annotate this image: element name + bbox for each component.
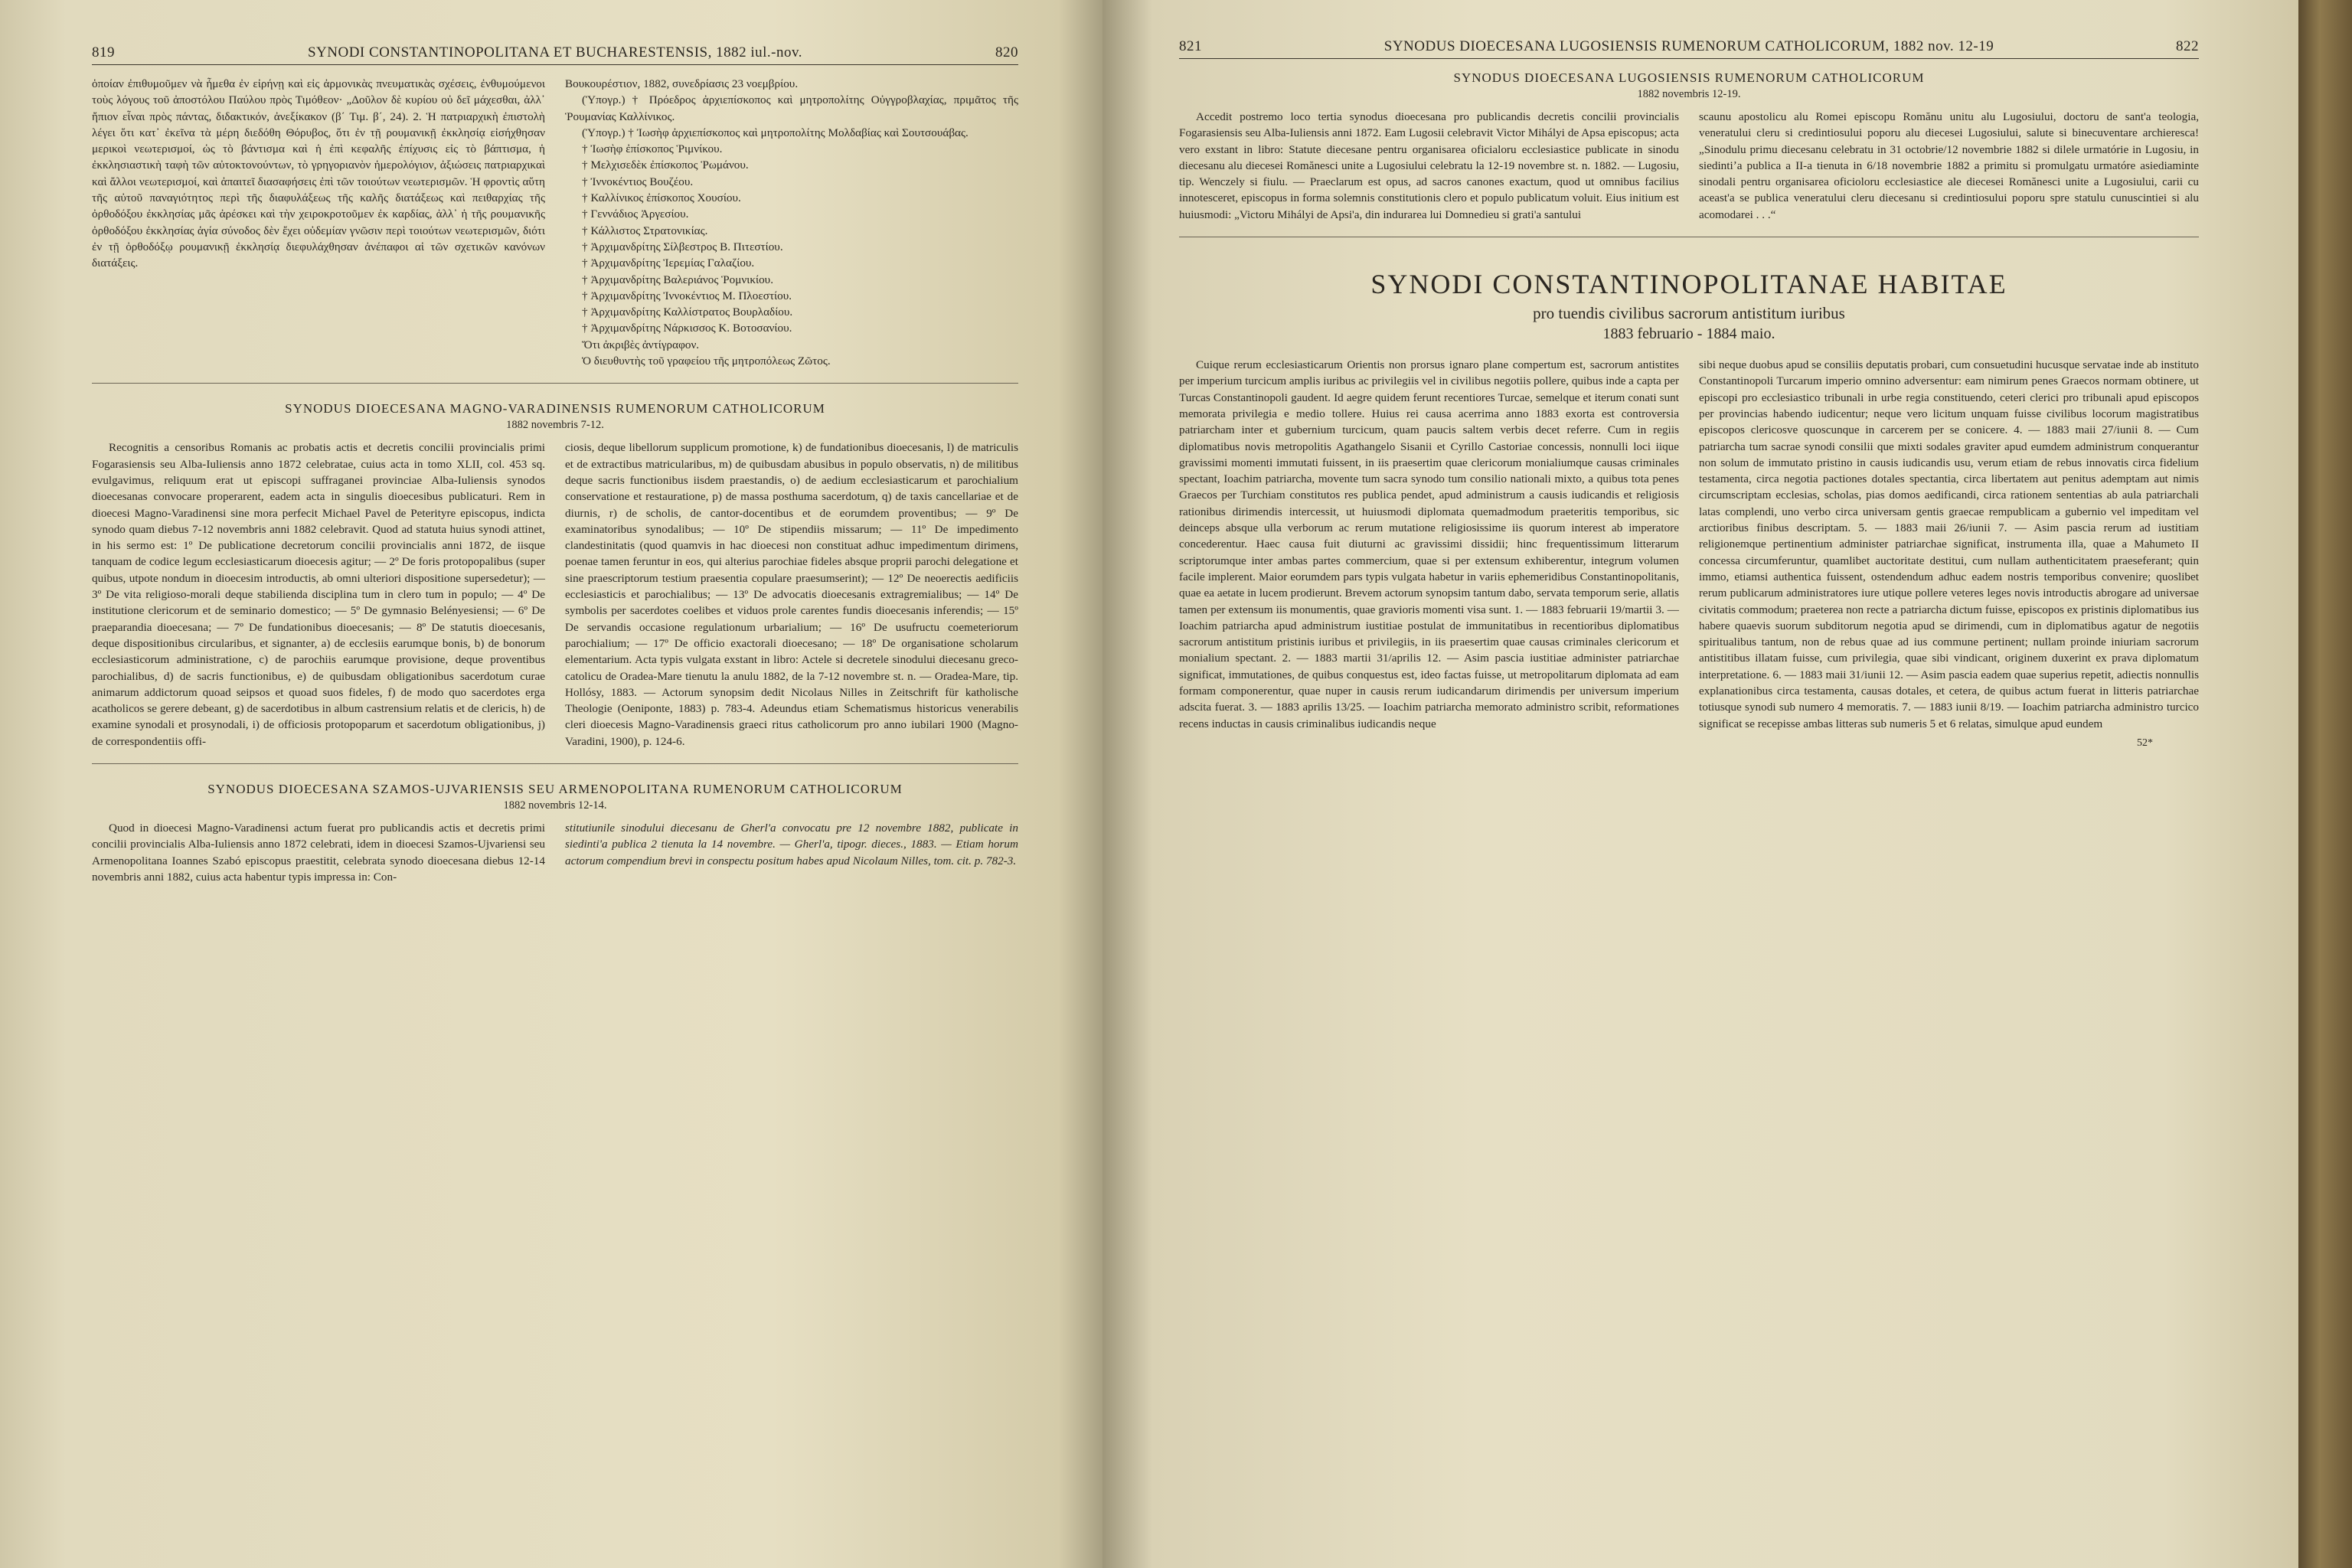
main-subtitle: pro tuendis civilibus sacrorum antistitum iuribus (1533, 304, 1845, 323)
section-date: 1882 novembris 12-14. (503, 799, 607, 812)
paragraph: Recognitis a censoribus Romanis ac probatis actis et decretis concilii provincialis primi Fogarasiensis seu Alba-Iuliensis anno 1872 celebratae, cuius acta in tomo XLII, col. 453 sq. evulgavimus, reliquum erat ut episcopi suffraganei provinciae Alba-Iuliensis synodos dioecesanas convocare properarent, eadem acta in singulis dioecesibus publicaturi. Rem in dioecesi Magno-Varadinensi sine mora perfecit Michael Pavel de Peterityre episcopus, indicta synodo quam diebus 7-12 novembris anni 1882 celebravit. Quod ad statuta huius synodi attinet, in his sermo est: 1º De publicatione decretorum concilii provincialis anni 1872, de iisque tanquam de codice legum ecclesiasticarum dioecesis agitur; — 2º De foris protopopalibus (super quibus, utpote nondum in dioecesim introductis, ab omni ulteriori dispositione supersedetur); — 3º De vita religioso-morali deque stabilienda disciplina tum in clero tum in populo; — 4º De institutione clericorum et de seminario domestico; — 5º De gymnasio Belényesiensi; — 6º De praeparandia dioecesana; — 7º De fundationibus dioecesanis; — 8º De statutis dioecesanis, deque dispositionibus circularibus, et signanter, a) de ecclesiis earumque bonis, b) de bonorum ecclesiasticorum administratione, c) de parochiis earumque provisione, deque proventibus parochialibus, d) de sacris functionibus, e) de quibusdam obligationibus sacerdotum curae animarum addictorum quoad seipsos et quoad suos fideles, f) de modo quo sacerdotes erga acatholicos se gerere debeant, g) de sacerdotibus in album castrensium relatis et de clericis, h) de examine synodali et prosynodali, i) de officiosis protopoparum et sacerdotum obligationibus, j) de correspondentiis offi- (92, 441, 545, 748)
left-page (0, 0, 1102, 1568)
szamos-ujvariensis-text (92, 820, 1018, 885)
left-header-title: SYNODI CONSTANTINOPOLITANA ET BUCHARESTENSIS, 1882 iul.-nov. (307, 44, 803, 60)
greek-paragraph: ὁποίαν ἐπιθυμοῦμεν νὰ ἦμεθα ἐν εἰρήνῃ καὶ εἰς ἀρμονικὰς πνευματικὰς σχέσεις, ἐνθυμούμενοι τοὺς λόγους τοῦ ἀποστόλου Παύλου πρὸς Τιμόθεον· „Δοῦλον δὲ κυρίου οὐ δεῖ μάχεσθαι, ἀλλ᾽ ἤπιον εἶναι πρὸς πάντας, διδακτικόν, ἀνεξίκακον (β΄ Τιμ. β΄, 24). 2. Ἡ πατριαρχικὴ ἐπιστολὴ λέγει ὅτι κατ᾽ ἐκεῖνα τὰ μέρη διεδόθη Θόρυβος, ὅτι ἐν τῇ ρουμανικῇ ἐκκλησίᾳ εἰσήχθησαν μερικοὶ νεωτερισμοί, ὡς τὸ βάντισμα καὶ ἡ ἐπὶ κεφαλῆς ἐπίχυσις εἰς τὸ βάπτισμα, ἡ ἐκκλησιαστικὴ ταφὴ τῶν αὐτοκτονούντων, τὸ γρηγοριανὸν ἡμερολόγιον, ἀξιώσεις πατριαρχικαὶ καὶ ἄλλοι νεωτερισμοί, καὶ ἀπαιτεῖ διασαφήσεις ἐπὶ τῶν τοιούτων νεωτερισμῶν. Ἡ φροντὶς αὕτη τῆς αὐτοῦ παναγιότητος περὶ τῆς διαφυλάξεως τῆς καλῆς διατάξεως καὶ πειθαρχίας τῆς ὀρθοδόξου ἐκκλησίας μᾶς ἀρέσκει καὶ τὴν χειροκροτοῦμεν ἐκ καρδίας, ἀλλ᾽ ἡ τῆς ρουμανικῆς ὀρθοδόξου ἐκκλησίας ἁγία σύνοδος δὲν ἔχει οὐδεμίαν γνῶσιν περὶ τοιούτων νεωτερισμῶν, διότι ἐν τῇ ὀρθοδόξῳ ρουμανικῇ ἐκκλησίᾳ διεφυλάχθησαν ἀνέπαφοι αἱ τῶν σχετικῶν κανόνων διατάξεις. (92, 77, 545, 270)
page-number-821: 821 (1179, 38, 1202, 54)
text-column-1 (92, 820, 545, 885)
greek-signature: † Ἰωσὴφ ἐπίσκοπος Ῥιμνίκου. (582, 142, 723, 156)
greek-intro: Βουκουρέστιον, 1882, συνεδρίασις 23 νοεμβρίου. (565, 77, 799, 90)
page-number-822: 822 (2175, 38, 2199, 54)
magno-varadinensis-text (92, 439, 1018, 750)
section-divider (92, 763, 1018, 764)
paragraph: scaunu apostolicu alu Romei episcopu Romănu unitu alu Lugosiului, doctoru de sant'a teologia, veneratului cleru si credintiosului poporu alu diecesei Lugosiului, salute si binecuventare archieresca! „Sinodulu primu diecesanu celebratu in 31 octobrie/12 novembrie 1882 si dilele urmatórie in Lugosiu, in siedintiʼa publica a II-a tienuta in 6/18 novembrie 1882 a primitu si promulgatu urmatóre asiediaminte sinodali pentru organisarea oficioloru ecclesiastice ale diecesei Romănesci unite a Lugosiului, carii cu aceast'a se publica veneratului cleru diecesanu si credintiosului poporu spre statulu cunuscintiei si alu acomodarei . . .“ (1699, 110, 2199, 221)
left-running-head (92, 44, 1018, 65)
text-column-1 (1179, 109, 1679, 223)
greek-signature: † Ἀρχιμανδρίτης Νάρκισσος Κ. Βοτοσανίου. (582, 322, 792, 335)
greek-signature: † Γεννάδιος Ἀργεσίου. (582, 207, 689, 221)
paragraph: Accedit postremo loco tertia synodus dioecesana pro publicandis decretis concilii provincialis Fogarasiensis seu Alba-Iuliensis anni 1872. Eam Lugosii celebravit Victor Mihályi de Apsa episcopus; acta vero exstant in libro: Statute diecesane pentru organisarea oficialoru ecclesiastice publicate in sinodu diecesanu alu diecesei Romănesci unite a Lugosiului celebratu la 12-19 novembre st. n. 1882. — Lugosiu, tip. Wenczely si fiulu. — Praeclarum est opus, ad sacros canones exactum, quod ut omnibus facilius innotesceret, episcopus in forma solemnis constitutionis clero et populo publicatum voluit. Eius initium est huiusmodi: „Victoru Mihályi de Apsi'a, din indurarea lui Domnedieu si grati'a santului (1179, 110, 1679, 221)
paragraph: ciosis, deque libellorum supplicum promotione, k) de fundationibus dioecesanis, l) de matriculis et de extractibus matricularibus, m) de quibusdam abusibus in populo observatis, n) de militibus deque sacris functionibus iisdem praestandis, o) de aedium ecclesiasticarum et parochialium conservatione et restauratione, p) de massa posthuma sacerdotum, q) de taxis cancellariae et de diurnis, r) de scholis, de cantor-docentibus et de eorumdem proventibus; — 9º De examinatoribus synodalibus; — 10º De stipendiis missarum; — 11º De impedimento clandestinitatis (quod quamvis in hac dioecesi non constituat adhuc impedimentum dirimens, poenae tamen feruntur in eos, qui alterius parochiae fideles absque proprii parochi delegatione et sine praescriptorum testium praesentia copulare praesumserint); — 12º De neoerectis aedificiis ecclesiasticis et parochialibus; — 13º De advocatis dioecesanis extragremialibus; — 14º De symbolis per sacerdotes coelibes et viduos prole carentes fundis dioecesanis inferendis; — 15º De servandis occasione regulationum urbarialium; — 16º De usufructu coemeteriorum parochialium; — 17º De officio exactorali dioecesano; — 18º De organisatione scholarum elementarium. Acta typis vulgata exstant in libro: Actele si decretele sinodului diecesanu greco-catolicu de Oradea-Mare tienutu la anulu 1882, de la 7-12 novembre st. n. — Oradea-Mare, tip. Hollósy, 1883. — Actorum synopsim dedit Nicolaus Nilles in Zeitschrift für katholische Theologie (Oeniponte, 1883) p. 783-4. Adeundus etiam Schematismus historicus venerabilis cleri dioecesis Magno-Varadinensis graeci ritus catholicorum pro anno iubilari 1900 (Magno-Varadini, 1900), p. 124-6. (565, 441, 1018, 748)
section-date: 1882 novembris 7-12. (506, 419, 604, 432)
greek-text-block (92, 76, 1018, 369)
right-header-title: SYNODUS DIOECESANA LUGOSIENSIS RUMENORUM CATHOLICORUM, 1882 nov. 12-19 (1383, 38, 1994, 54)
constantinopolitanae-text (1179, 357, 2199, 751)
text-column-2 (565, 820, 1018, 885)
greek-signature: † Ἀρχιμανδρίτης Καλλίστρατος Βουρλαδίου. (582, 305, 793, 319)
greek-signature: (Ὑπογρ.) † Ἰωσὴφ ἀρχιεπίσκοπος καὶ μητροπολίτης Μολδαβίας καὶ Σουτσουάβας. (582, 126, 969, 139)
text-column-2 (565, 439, 1018, 750)
right-page (1102, 0, 2352, 1568)
text-column-2 (1699, 357, 2199, 751)
section-title-szamos-ujvariensis: SYNODUS DIOECESANA SZAMOS-UJVARIENSIS SEU ARMENOPOLITANA RUMENORUM CATHOLICORUM (207, 781, 903, 796)
text-column-1 (92, 439, 545, 750)
greek-signature: † Καλλίνικος ἐπίσκοπος Χουσίου. (582, 191, 741, 205)
section-title-magno-varadinensis: SYNODUS DIOECESANA MAGNO-VARADINENSIS RUMENORUM CATHOLICORUM (285, 401, 825, 416)
greek-signature: † Ἀρχιμανδρίτης Σίλβεστρος Β. Πιτεστίου. (582, 240, 783, 253)
signature-mark: 52* (2137, 737, 2153, 749)
right-running-head (1179, 38, 2199, 59)
greek-signature: † Μελχισεδὲκ ἐπίσκοπος Ῥωμάνου. (582, 158, 749, 172)
greek-column-2 (565, 76, 1018, 369)
main-title: SYNODI CONSTANTINOPOLITANAE HABITAE (1370, 269, 2007, 300)
page-number-820: 820 (995, 44, 1018, 60)
page-number-819: 819 (92, 44, 115, 60)
section-date: 1882 novembris 12-19. (1637, 88, 1741, 100)
lugosiensis-text (1179, 109, 2199, 223)
greek-signature: Ὁ διευθυντὴς τοῦ γραφείου τῆς μητροπόλεως Ζῶτος. (582, 354, 831, 368)
paragraph: sibi neque duobus apud se consiliis deputatis probari, cum consuetudini hucusque servatae inde ab instituto Constantinopoli Turcarum imperio omnino adversentur: eam nimirum penes Graecos normam obtinere, ut episcopi pro ecclesiastico tribunali in urbe regia constituendo, ceteri clerici pro tribunali apud episcopos per provincias habendo iudicentur; neque vero licitum unquam fuisse civilibus locorum magistratibus episcopos clericosve quoscunque in carcerem per se conicere. 4. — 1883 maii 27/iunii 8. — Cum patriarcha tum sacrae synodi consilii que mixti sodales graviter apud eumdem administrum conquerantur non solum de immutato pristino in causis iudicandis usu, verum etiam de rebus innovatis circa fidelium testamenta, circa negotia pactiones dotales spectantia, circa libertatem aut penitus ademptam aut nimis circumscriptam ecclesias, scholas, pias domos aedificandi, circa rationem sententias ab aula patriarchali latas complendi, uno verbo circa universam gentis graecae rempublicam a gubernio vel impeditam vel arctioribus finibus descriptam. 5. — 1883 maii 26/iunii 7. — Asim pascia rerum ad iustitiam religionemque pertinentium administer patriarchae significat, instrumenta illa, quae a Mahumeto II concessa circumferuntur, quamlibet auctoritate destitui, cum nullam authenticitatem praeseferant; quin immo, etiamsi authentica fuissent, ostendendum adhuc eadem nostris temporibus convenire; quoslibet rerum publicarum administratores iure utique pollere veteres leges novis introductis abrogare ad universae civitatis commodum; praeterea non recte a patriarcha dictum fuisse, episcopos ex pristinis diplomatibus ius habere quaevis suorum subditorum negotia apud se dirimendi, cum in diplomatibus agatur de negotiis spiritualibus tantum, non de rebus quae ad ius commune pertinent; nullam proinde iniuriam sacrorum antistitibus illatam fuisse, cum privilegia, quae sibi vindicant, originem duxerint ex prava diplomatum interpretatione. 6. — 1883 maii 31/iunii 12. — Asim pascia eadem quae superius repetit, adiectis nonnullis explanationibus circa testamenta, causas dotales, et cetera, de quibus actum fuerat in litteris patriarchae totiusque synodi sub numero 4 memoratis. 7. — 1883 iunii 8/19. — Ioachim patriarcha administro turcico significat se recepisse ambas litteras sub numeris 5 et 6 relatas, simulque apud eundem (1699, 358, 2199, 730)
greek-signature: † Ἀρχιμανδρίτης Βαλεριάνος Ῥομνικίου. (582, 273, 774, 286)
section-divider (92, 383, 1018, 384)
book-binding-edge (2298, 0, 2352, 1568)
greek-signature: † Κάλλιστος Στρατονικίας. (582, 224, 708, 237)
paragraph: Quod in dioecesi Magno-Varadinensi actum fuerat pro publicandis actis et decretis primi concilii provincialis Alba-Iuliensis anno 1872 celebrati, idem in dioecesi Szamos-Ujvariensi seu Armenopolitana Ioannes Szabó episcopus praestitit, celebrata synodo dioecesana diebus 12-14 novembris anni 1882, cuius acta habentur typis impressa in: Con- (92, 821, 545, 884)
greek-signature: (Ὑπογρ.) † Πρόεδρος ἀρχιεπίσκοπος καὶ μητροπολίτης Οὐγγροβλαχίας, πριμᾶτος τῆς Ῥουμανίας Καλλίνικος. (565, 93, 1018, 123)
text-column-1 (1179, 357, 1679, 751)
greek-signature: Ὅτι ἀκριβὲς ἀντίγραφον. (582, 338, 700, 351)
main-date: 1883 februario - 1884 maio. (1602, 325, 1775, 343)
greek-signature: † Ἀρχιμανδρίτης Ἱερεμίας Γαλαζίου. (582, 256, 755, 270)
greek-signature: † Ἀρχιμανδρίτης Ἰννοκέντιος Μ. Πλοεστίου. (582, 289, 792, 302)
greek-column-1 (92, 76, 545, 369)
paragraph: stitutiunile sinodului diecesanu de Gherl'a convocatu pre 12 novembre 1882, publicate in siedinti'a publica 2 tienuta la 14 novembre. — Gherl'a, tipogr. dieces., 1883. — Etiam horum actorum compendium brevi in conspectu positum habes apud Nicolaum Nilles, tom. cit. p. 782-3. (565, 821, 1018, 867)
section-title-lugosiensis: SYNODUS DIOECESANA LUGOSIENSIS RUMENORUM CATHOLICORUM (1453, 70, 1925, 85)
greek-signature: † Ἰννοκέντιος Βουζέου. (582, 175, 694, 188)
text-column-2 (1699, 109, 2199, 223)
paragraph: Cuique rerum ecclesiasticarum Orientis non prorsus ignaro plane compertum est, sacrorum antistites per imperium turcicum amplis iuribus ac privilegiis vel in civilibus negotiis pollere, quibus inde a capta per Turcas Constantinopoli gaudent. Id aegre quidem ferunt recentiores Turcae, semelque et iterum conati sunt memorata privilegia e medio tollere. Huius rei causa acerrima anno 1883 exorta est controversia patriarcham inter et gubernium turcicum, quam paucis saltem verbis decet referre. Cum in regiis diplomatibus novis metropolitis Agathangelo Sisanii et Cyrillo Castoriae concessis, nonnulli loci iique gravissimi momenti immutati fuissent, in iis praesertim quae clericorum monialiumque causas criminales spectant, Ioachim patriarcha, movente tum sacra synodo tum consilio nationali mixto, a quibus tota penes Graecos per Turchiam constitutos res publica pendet, apud administrum a causis iudicandis et religiosis rationibus dirimendis intercessit, ut huiusmodi diplomata quemadmodum praeteritis temporibus, sic deinceps absque ulla verborum ac rerum mutatione religiosissime iis quorum interest ab imperatore concederentur. Haec causa fuit diuturni ac gravissimi dissidii; hinc frequentissimum litterarum scriptorumque inter ambas partes commercium, quae si per extensum exhiberentur, integrum volumen facile implerent. Maior eorumdem pars typis vulgata habetur in variis ephemeridibus Constantinopolitanis, quae ea aetate in lucem prodierunt. Brevem actorum synopsim tantum dabo, servata temporum serie, allatis tamen per extensum iis monumentis, quae gravioris momenti visa sunt. 1. — 1883 februarii 19/martii 3. — Ioachim patriarcha apud administrum iustitiae postulat de immunitatibus in recentioribus diplomatibus sacrorum antistitum pristinis iuribus et privilegiis, in iis praesertim quae causas criminales clericorum et monialium spectant. 2. — 1883 martii 31/aprilis 12. — Asim pascia iustitiae administer patriarchae significat, immutationes, de quibus conquestus est, ideo factas fuisse, ut metropolitarum diplomata ad eam formam componerentur, quae nuper in causis rerum iudicandarum dirimendis per universum imperium adscita fuerat. 3. — 1883 aprilis 13/25. — Ioachim patriarcha memorato administro scribit, reformationes recens inductas in causis criminalibus iudicandis neque (1179, 358, 1679, 730)
